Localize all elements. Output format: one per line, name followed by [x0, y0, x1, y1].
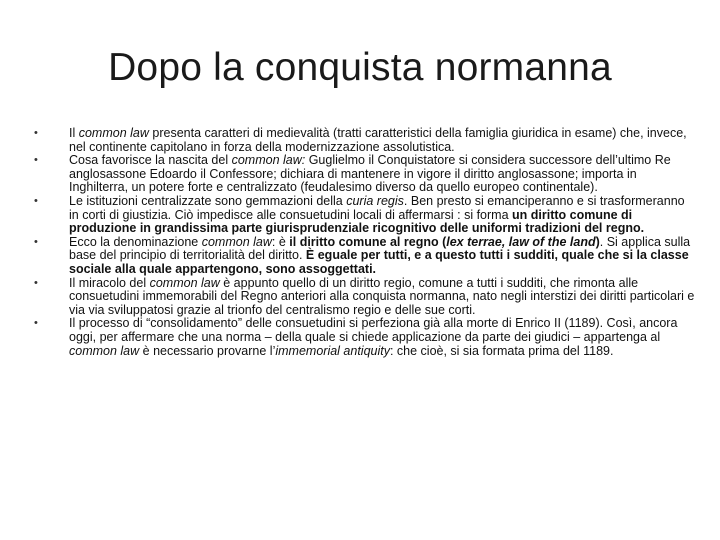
bullet-text-segment: è necessario provarne l’	[139, 343, 276, 358]
bullet-marker: •	[34, 154, 38, 167]
bullet-item	[34, 195, 696, 236]
bullet-text-segment: . Si applica sulla base del principio di territorialità del diritto.	[69, 234, 691, 263]
bullet-text-segment: Il	[69, 126, 79, 140]
bullet-text-segment: common law:	[231, 153, 306, 168]
bullet-text-segment: common law	[69, 343, 140, 358]
bullet-text-segment: Cosa favorisce la nascita del	[69, 153, 232, 168]
bullet-text-segment: lex terrae, law of the land	[446, 234, 596, 249]
bullet-text-segment: . Ben presto si emanciperanno e si trasformeranno in corti di giustizia. Ciò impedisce alle consuetudini locali di affermarsi : si forma	[69, 193, 685, 222]
bullet-text-segment: )	[595, 234, 600, 249]
bullet-text-segment: curia regis	[346, 193, 404, 208]
bullet-text-segment: È eguale per tutti, e a questo tutti i sudditi, quale che si la classe sociale alla quale appartengono, sono assoggettati.	[69, 248, 689, 276]
bullet-item	[34, 317, 696, 358]
bullet-marker: •	[34, 235, 38, 248]
bullet-marker: •	[34, 276, 38, 289]
bullet-text-segment: common law	[149, 275, 220, 290]
bullet-text-segment: Il processo di “consolidamento” delle consuetudini si perfeziona già alla morte di Enrico II (1189). Così, ancora oggi, per affermare che una norma – della quale si chiede applicazione da parte dei giudici – appartenga al	[69, 316, 678, 344]
bullet-text-segment: : che cioè, si sia formata prima del 1189.	[389, 343, 614, 358]
bullet-text-segment: il diritto comune al regno (	[289, 234, 447, 249]
bullet-list	[34, 127, 696, 358]
bullet-text-segment: immemorial antiquity	[275, 343, 390, 358]
bullet-item	[34, 154, 696, 195]
bullet-text-segment: Ecco la denominazione	[69, 234, 202, 249]
bullet-marker: •	[34, 127, 38, 139]
bullet-marker: •	[34, 194, 38, 207]
bullet-text-segment: common law	[201, 234, 272, 249]
bullet-marker: •	[34, 317, 38, 330]
bullet-item	[34, 277, 696, 318]
bullet-item	[34, 236, 696, 277]
slide-title: Dopo la conquista normanna	[108, 46, 612, 89]
bullet-text-segment: common law	[78, 126, 149, 140]
bullet-text-segment: Le istituzioni centralizzate sono gemmazioni della	[69, 193, 347, 208]
bullet-item	[34, 127, 696, 154]
bullet-text-segment: Guglielmo il Conquistatore si considera successore dell’ultimo Re anglosassone Edoardo il Confessore; dichiara di mantenere in vigore il diritto anglosassone; importa in Inghilterra, un potere forte e centralizzato (feudalesimo diverso da quello europeo continentale).	[69, 153, 671, 195]
bullet-text-segment: : è	[271, 234, 290, 249]
bullet-text-segment: presenta caratteri di medievalità (tratti caratteristici della famiglia giuridica in esame) che, invece, nel continente capitolano in forza della modernizzazione assolutistica.	[69, 126, 687, 154]
bullet-text-segment: un diritto comune di produzione in grandissima parte giurisprudenziale ricognitivo delle uniformi tradizioni del regno.	[69, 207, 645, 236]
bullet-text-segment: Il miracolo del	[69, 275, 150, 290]
bullet-text-segment: è appunto quello di un diritto regio, comune a tutti i sudditi, che rimonta alle consuetudini immemorabili del Regno anteriori alla conquista normanna, nato negli interstizi dei diritti particolari e via via sviluppatosi grazie al trionfo del centralismo regio e delle sue corti.	[69, 275, 695, 317]
